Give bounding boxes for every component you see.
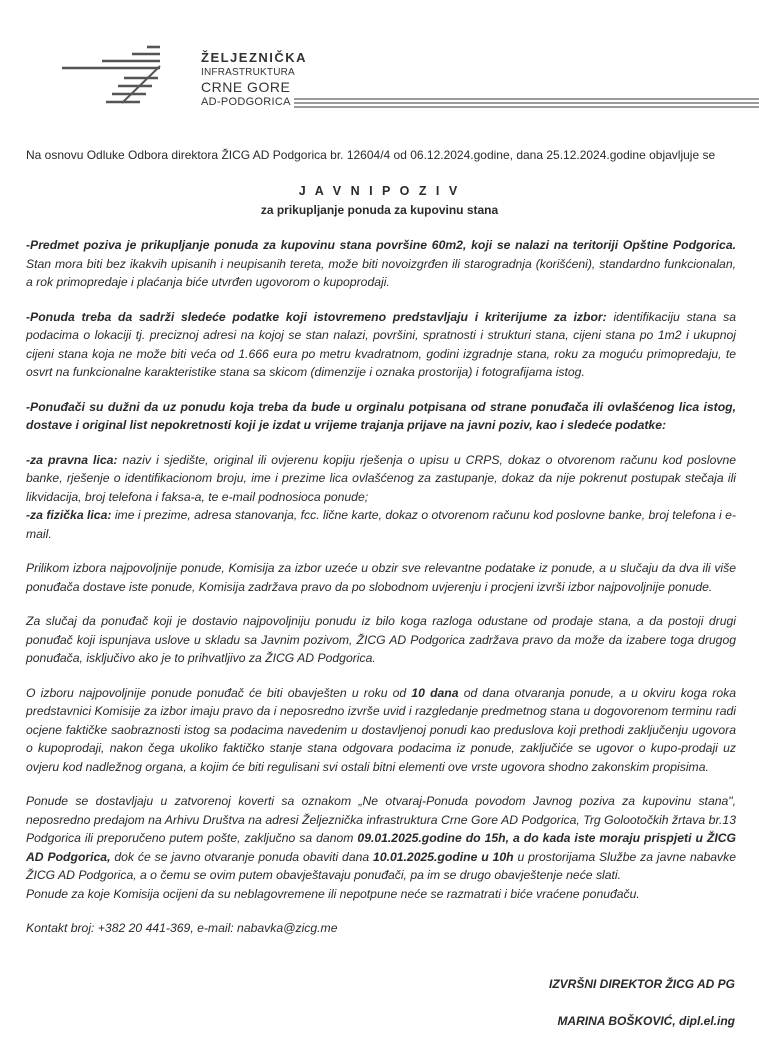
paragraph-withdrawal: Za slučaj da ponuđač koji je dostavio najpovoljniju ponudu iz bilo koga razloga odustane od prodaje stana, a da postoji drugi ponuđač koji ispunjava uslove u skladu sa Javnim pozivom, ŽICG AD Podgorica zadržava pravo da može da izabere toga drugog ponuđača, isključivo ako je to prihvatljivo za ŽICG AD Podgorica. [26, 614, 736, 665]
paragraph-selection: Prilikom izbora najpovoljnije ponude, Komisija za izbor uzeće u obzir sve relevantne podatake iz ponude, a u slučaju da dva ili više ponuđača dostave iste ponude, Komisija zadržava pravo da po slobodnom uvjerenju i procjeni izvrši izbor najpovoljnije ponude. [26, 561, 736, 594]
signatory-name: MARINA BOŠKOVIĆ, dipl.el.ing [557, 1014, 735, 1028]
logo-line-4: AD-PODGORICA [201, 96, 291, 108]
paragraph-subject: -Predmet poziva je prikupljanje ponuda za kupovinu stana površine 60m2, koji se nalazi na teritoriji Opštine Podgorica. Stan mora biti bez ikakvih upisanih i neupisanih tereta, može biti novoizgrđen ili starogradnja (korišćeni), standardno funkcionalan, a rok primopredaje i plaćanja biće utvrđen ugovorom o kupoprodaji. [26, 238, 736, 289]
paragraph-notification: O izboru najpovoljnije ponude ponuđač će biti obavješten u roku od 10 dana od dana otvaranja ponude, a u okviru koga roka predstavnici Komisije za izbor imaju pravo da i neposredno izvrše uvid i razgledanje predmetnog stana u dogovorenom terminu radi ocjene faktičke saobraznosti istog sa podacima navedenim u dostavljenoj ponudi kao preduslova koji prethodi zaključenju ugovora o kupoprodaji, nakon čega ukoliko faktičko stanje stana odgovara podacima iz ponude, zaključiće se ugovor o kupo-prodaji uz ovjeru kod nadležnog organa, a kojim će biti regulisani svi ostali bitni elementi ove vrste ugovora shodno zakonskim propisima. [26, 685, 737, 774]
letterhead [26, 0, 733, 140]
paragraph-offer-contents: -Ponuda treba da sadrži sledeće podatke koji istovremeno predstavljaju i kriterijume za izbor: identifikaciju stana sa podacima o lokaciji tj. preciznoj adresi na kojoj se stan nalazi, površini, spratnosti i strukturi stana, cijeni stana po 1m2 i ukupnoj cijeni stana koja ne može biti veća od 1.666 eura po metru kvadratnom, godini izgradnje stana, roku za moguću primopredaju, te osvrt na funkcionalne karakteristike stana sa skicom (dimenzije i oznaka prostorija) i fotografijama istog. [26, 309, 736, 379]
logo-line-3: CRNE GORE [201, 79, 291, 95]
company-name-block [201, 50, 307, 110]
logo-line-1: ŽELJEZNIČKA [201, 50, 308, 65]
title-main: J A V N I P O Z I V [298, 184, 461, 198]
contact-line: Kontakt broj: +382 20 441-369, e-mail: nabavka@zicg.me [26, 921, 338, 935]
notice-body [26, 236, 736, 954]
signatory-position: IZVRŠNI DIREKTOR ŽICG AD PG [548, 977, 735, 991]
paragraph-submission: Ponude se dostavljaju u zatvorenoj koverti sa oznakom „Ne otvaraj-Ponuda povodom Javnog poziva za kupovinu stana", neposredno predajom na Arhivu Društva na adresi Željeznička infrastruktura Crne Gore AD Podgorica, Trg Golootočkih žrtava br.13 Podgorica ili preporučeno putem pošte, zaključno sa danom 09.01.2025.godine do 15h, a do kada iste moraju prispjeti u ŽICG AD Podgorica, dok će se javno otvaranje ponuda obaviti dana 10.01.2025.godine u 10h u prostorijama Službe za javne nabavke ŽICG AD Podgorica, a o čemu se ovim putem obavještavaju ponuđači, pa im se drugo obavještenje neće slati. Ponude za koje Komisija ocijeni da su neblagovremene ili nepotpune neće se razmatrati i biće vraćene ponuđaču. [26, 794, 737, 901]
notice-title [0, 184, 759, 217]
paragraph-bidder-obligations: -Ponuđači su dužni da uz ponudu koja treba da bude u orginalu potpisana od strane ponuđača ili ovlašćenog lica istog, dostave i original list nepokretnosti koji je izdat u vrijeme trajanja prijave na javni poziv, kao i sledeće podatke: [26, 399, 736, 432]
railway-logo-icon [62, 44, 172, 106]
header-rule-lines [294, 98, 759, 110]
logo-line-2: INFRASTRUKTURA [201, 67, 295, 78]
intro-sentence: Na osnovu Odluke Odbora direktora ŽICG AD Podgorica br. 12604/4 od 06.12.2024.godine, dana 25.12.2024.godine objavljuje se [26, 148, 716, 162]
paragraph-requirements: -za pravna lica: naziv i sjedište, original ili ovjerenu kopiju rješenja o upisu u CRPS, dokaz o otvorenom računu kod poslovne banke, rješenje o identifikacionom broju, ime i prezime lica ovlašćenog za zastupanje, dokaz da nije pokrenut postupak stečaja ili likvidacija, broj telefona i faksa-a, te e-mail podnosioca ponude; -za fizička lica: ime i prezime, adresa stanovanja, fcc. lične karte, dokaz o otvorenom računu kod poslovne banke, broj telefona i e-mail. [26, 452, 736, 541]
title-subtitle: za prikupljanje ponuda za kupovinu stana [260, 203, 499, 217]
